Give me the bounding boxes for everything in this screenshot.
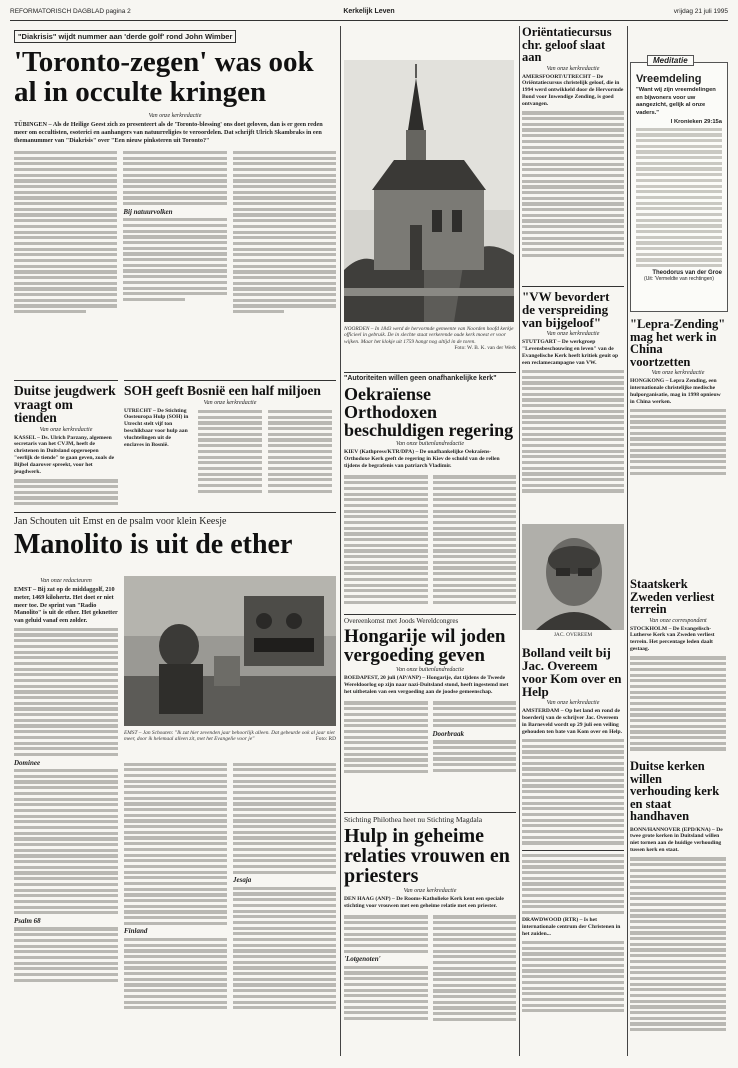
article-headline: SOH geeft Bosnië een half miljoen <box>124 383 321 398</box>
article-subhead: Psalm 68 <box>14 916 41 925</box>
radio-photo <box>124 576 336 726</box>
article-byline: Van onze kerkredactie <box>148 113 202 120</box>
article-headline: Hulp in geheime relaties vrouwen en priesters <box>344 825 510 887</box>
radio-photo-credit: Foto: RD <box>315 736 336 743</box>
article-subhead: Jesaja <box>233 876 252 885</box>
article-lead: KIEV (Kathpress/KTR/DPA) – De onafhankelijke Oekraïens-Orthodoxe Kerk geeft de regering in Kiev de schuld van de rellen tijdens de begrafenis van patriarch Vladimir. <box>344 449 500 469</box>
church-photo <box>344 60 514 322</box>
article-subhead: Bij natuurvolken <box>123 207 173 216</box>
meditatie-signature: Theodorus van der Groe <box>652 269 722 276</box>
column-rule <box>340 26 341 1056</box>
article-lead: DRAWDWOOD (RTR) – Is het internationale centrum der Christenen in het zuiden... <box>522 917 621 938</box>
article-manolito-cont <box>124 760 336 1056</box>
meditatie-reference: I Kronieken 29:15a <box>670 119 722 126</box>
article-byline: Van onze buitenlandredactie <box>395 441 465 447</box>
article-verspreiding <box>522 286 624 519</box>
article-byline: Van onze buitenlandredactie <box>395 667 465 673</box>
newspaper-name: REFORMATORISCH DAGBLAD pagina 2 <box>10 8 131 15</box>
meditatie-box <box>630 56 728 312</box>
article-orientatie <box>522 26 624 282</box>
article-staatskerk <box>630 578 726 754</box>
church-photo-caption: NOORDEN – In 1843 werd de hervormde gemeente van Noorden hoofd kerkje officieel in gebruik. De in slechte staat verkerende oude kerk moest er voor wijken. Maar het klokje uit 1759 hangt nog altijd in de toren. <box>344 326 514 345</box>
article-philothea <box>344 812 516 1056</box>
article-byline: Van onze kerkredactie <box>203 399 257 406</box>
meditatie-signature-note: (Uit: 'Vermeldte van rechtingen) <box>644 275 714 282</box>
article-subhead: 'Lotgenoten' <box>344 955 381 964</box>
article-bolland <box>522 646 624 846</box>
article-lead: TÜBINGEN – Als de Heilige Geest zich zo presenteert als de 'Toronto-blessing' ons doet geloven, dan is er geen reden meer om occultisten, esoterici en aanhangers van natuurreligies te veroordelen. Dat schrijft Ulrich Skambraks in een themanummer van "Diakrisis" over "Een nieuw pinksteren uit Toronto?" <box>14 121 323 144</box>
article-kicker: Stichting Philothea heet nu Stichting Magdala <box>344 812 516 824</box>
article-subhead: Finland <box>124 927 148 936</box>
article-lead: STOCKHOLM – De Evangelisch-Lutherse Kerk van Zweden verliest terrein. Het percentage leden daalt gestaag. <box>630 625 715 653</box>
article-lead: AMERSFOORT/UTRECHT – De Oriëntatiecursus christelijk geloof, die in 1994 werd ontwikkeld door de Hervormde Bond voor Inwendige Zending, is goed ontvangen. <box>522 73 624 108</box>
article-body-columns <box>14 148 336 315</box>
issue-date: vrijdag 21 juli 1995 <box>673 8 728 15</box>
article-byline: Van onze kerkredactie <box>39 426 93 433</box>
article-hongarije <box>344 614 516 806</box>
church-photo-caption-block <box>344 326 516 366</box>
article-kicker: "Lepra-Zending" <box>630 318 726 331</box>
meditatie-quote: "Want wij zijn vreemdelingen en bijwoners voor uw aangezicht, gelijk al onze vaders." <box>636 87 716 116</box>
article-byline: Van onze kerkredactie <box>403 888 457 894</box>
article-toronto <box>14 26 336 376</box>
portrait-photo <box>522 524 624 630</box>
article-byline: Van onze correspondent <box>649 617 707 624</box>
article-oekraine <box>344 372 516 612</box>
article-duitse-kerken <box>630 760 726 1056</box>
article-byline: Van onze kerkredactie <box>651 370 705 376</box>
article-headline: Manolito is uit de ether <box>14 529 293 560</box>
body-column <box>14 148 117 315</box>
article-jeugdwerk <box>14 380 118 507</box>
article-drawdwood <box>522 850 624 1057</box>
article-headline: Oriëntatiecursus chr. geloof slaat aan <box>522 26 612 64</box>
article-lead: HONGKONG – Lepra Zending, een internationale christelijke medische hulporganisatie, mag in 1998 opnieuw in China werken. <box>630 378 721 405</box>
article-headline: Duitse kerken willen verhouding kerk en staat handhaven <box>630 760 720 823</box>
church-illustration <box>344 60 514 322</box>
radio-photo-caption: EMST – Jan Schouten: "Ik zat hier zevenden jaar behoorlijk alleen. Dat gebeurde ook al jaar niet meer, door ik helemaal alleen zit, met het Evangelie voor je" <box>124 730 335 743</box>
article-manolito-col1 <box>14 576 118 1056</box>
article-headline: Bolland veilt bij Jac. Overeem voor Kom over en Help <box>522 646 622 699</box>
article-kicker: Overeenkomst met Joods Wereldcongres <box>344 614 516 625</box>
article-kicker: "Autoriteiten willen geen onafhankelijke kerk" <box>344 372 516 382</box>
article-soh <box>124 380 336 507</box>
article-kicker: "Diakrisis" wijdt nummer aan 'derde golf' rond John Wimber <box>14 30 236 43</box>
article-byline: Van onze kerkredactie <box>546 331 600 337</box>
article-headline: "VW bevordert de verspreiding van bijgeloof" <box>522 289 610 330</box>
article-lead: KASSEL – Ds. Ulrich Parzany, algemeen secretaris van het CVJM, heeft de christenen in Duitsland opgeroepen "eerlijk de tiende" te gaan geven, zoals de Bijbel daarover spreekt, voor het jeugdwerk. <box>14 434 115 476</box>
article-lead: BONN/HANNOVER (EPD/KNA) – De twee grote kerken in Duitsland willen niet tornen aan de huidige verhouding tussen kerk en staat. <box>630 826 723 854</box>
article-headline: Duitse jeugdwerk vraagt om tienden <box>14 383 116 425</box>
page-header <box>10 6 728 21</box>
article-subhead: Doorbraak <box>432 729 465 738</box>
article-byline: Van onze kerkredactie <box>546 65 600 72</box>
article-headline: Oekraïense Orthodoxen beschuldigen regering <box>344 384 514 440</box>
body-column <box>233 148 336 315</box>
article-subhead: Dominee <box>14 758 41 767</box>
section-title: Kerkelijk Leven <box>343 8 395 15</box>
church-photo-credit: Foto: W. B. K. van der Werk <box>454 345 516 352</box>
article-headline: 'Toronto-zegen' was ook al in occulte kringen <box>14 46 314 108</box>
radio-photo-caption-block <box>124 730 336 756</box>
article-lead: BOEDAPEST, 20 juli (AP/ANP) – Hongarije, dat tijdens de Tweede Wereldoorlog op zijn naar nazi-Duitsland stond, heeft ingestemd met het uitbetalen van een vergoeding aan de joodse gemeenschap. <box>344 675 509 695</box>
article-lepra <box>630 318 726 486</box>
article-lead: DEN HAAG (ANP) – De Rooms-Katholieke Kerk kent een speciale stichting voor vrouwen met een geheime relatie met een priester. <box>344 896 504 909</box>
article-lead: UTRECHT – De Stichting Oosteuropa Hulp (SOH) in Utrecht stelt vijf ton beschikbaar voor hulp aan vluchtelingen uit de enclaves in Bosnië. <box>124 407 189 449</box>
article-byline: Van onze redacteuren <box>40 578 92 584</box>
article-lead: STUTTGART – De werkgroep "Levensbeschouwing en leven" van de Evangelische Kerk heeft kritiek geuit op een reclamecampagne van VW. <box>522 339 619 366</box>
article-headline: mag het werk in China voortzetten <box>630 329 717 369</box>
article-kicker: Jan Schouten uit Emst en de psalm voor klein Keesje <box>14 516 227 527</box>
body-column <box>123 148 226 315</box>
portrait-illustration <box>522 524 624 630</box>
column-rule <box>519 26 520 1056</box>
article-headline: Hongarije wil joden vergoeding geven <box>344 626 506 666</box>
article-headline: Staatskerk Zweden verliest terrein <box>630 578 715 616</box>
column-rule <box>627 26 628 1056</box>
article-lead: EMST – Bij zat op de middaggolf, 210 meter, 1469 kilohertz. Het doet er niet meer toe. De sprint van "Radio Manolito" is uit de ether. Het geknetter van geluid vanaf een zolder. <box>14 586 118 624</box>
meditatie-label: Meditatie <box>647 55 694 66</box>
radio-room-illustration <box>124 576 336 726</box>
article-byline: Van onze kerkredactie <box>546 700 600 706</box>
article-lead: AMSTERDAM – Op het land en rond de boerderij van de schrijver Jac. Overeem in Barneveld wordt op 29 juli een veiling gehouden ten bate van Kom over en Help. <box>522 708 622 735</box>
portrait-caption: JAC. OVEREEM <box>553 632 593 638</box>
meditatie-title: Vreemdeling <box>636 73 702 85</box>
